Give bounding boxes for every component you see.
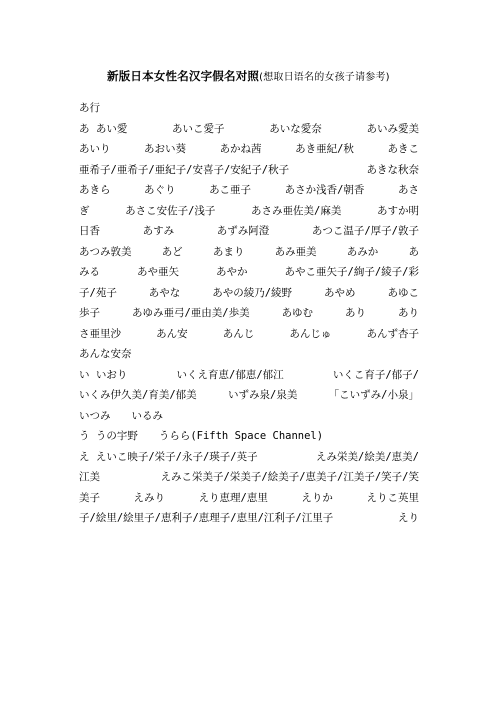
text-line [79, 180, 419, 201]
name-entry: あんじ [222, 327, 255, 340]
text-line [79, 385, 419, 406]
name-entry: いくみ伊久美/育美/郁美 [79, 389, 197, 401]
name-entry: あさ [397, 184, 419, 196]
name-entry: 日香 [79, 225, 100, 237]
name-entry: あきら [79, 184, 111, 196]
name-entry: さ亜里沙 [79, 327, 121, 340]
text-line [79, 406, 419, 427]
name-entry: みる [79, 266, 100, 278]
name-entry: あつみ敦美 [79, 245, 132, 258]
text-line [79, 160, 419, 181]
text-line [79, 139, 419, 160]
name-entry: えりか [301, 491, 333, 504]
title-main: 新版日本女性名汉字假名对照 [107, 69, 260, 83]
name-entry: いくこ育子/郁子/ [332, 368, 419, 381]
text-line [79, 344, 419, 365]
name-entry: あずみ阿澄 [216, 225, 270, 237]
text-line [79, 467, 419, 488]
name-entry: え えいこ映子/栄子/永子/瑛子/英子 [79, 450, 258, 463]
name-entry: えみり [133, 491, 166, 504]
text-line [79, 488, 419, 509]
text-line [79, 447, 419, 468]
title-subtitle: (想取日语名的女孩子请参考) [259, 72, 390, 83]
name-entry: あゆこ [387, 286, 419, 299]
name-entry: い いおり [79, 368, 128, 381]
name-entry: あや亜矢 [137, 266, 179, 278]
name-entry: あつこ温子/厚子/敦子 [311, 225, 419, 237]
text-line [79, 221, 419, 242]
name-entry: あさこ安佐子/浅子 [125, 204, 216, 217]
name-entry: あすみ [142, 225, 175, 237]
text-line [79, 98, 419, 119]
text-line [79, 242, 419, 263]
name-entry: あさみ亜佐美/麻美 [251, 204, 342, 217]
name-entry: あやな [148, 286, 181, 299]
text-line [79, 201, 419, 222]
name-entry: えり恵理/恵里 [198, 491, 268, 504]
text-line [79, 262, 419, 283]
name-entry: あまり [212, 245, 245, 258]
name-entry: あり [397, 307, 419, 319]
name-entry: あん安 [156, 327, 188, 340]
name-entry: あんな安奈 [79, 348, 132, 360]
name-entry: あ あい愛 [79, 122, 128, 135]
name-list-body [79, 98, 419, 529]
name-entry: いつみ いるみ [79, 409, 163, 422]
name-entry: 亜希子/亜希子/亜紀子/安喜子/安紀子/秋子 [79, 163, 290, 176]
name-entry: えりこ英里 [366, 491, 419, 504]
name-entry: あすか明 [376, 204, 419, 217]
name-entry: あど [161, 245, 183, 258]
name-entry: あいな愛奈 [269, 122, 322, 135]
name-entry: 子/絵里/絵里子/恵利子/恵理子/恵里/江利子/江里子 [79, 512, 334, 524]
name-entry: 子/苑子 [79, 286, 117, 299]
text-line [79, 365, 419, 386]
name-entry: あかね茜 [219, 143, 262, 155]
name-entry: 歩子 [79, 307, 100, 319]
name-entry: あこ亜子 [209, 184, 252, 196]
name-entry: いずみ泉/泉美 [228, 389, 298, 401]
name-entry: あいこ愛子 [172, 122, 225, 135]
name-entry: えみこ栄美子/栄美子/絵美子/恵美子/江美子/笑子/笑 [160, 471, 419, 483]
name-entry: ぎ [79, 204, 90, 217]
name-entry: あみか [346, 245, 379, 258]
name-entry: えみ栄美/絵美/恵美/ [316, 450, 419, 463]
name-entry: 「こいずみ/小泉」 [328, 389, 419, 401]
name-entry: あいみ愛美 [366, 122, 419, 135]
name-entry: あきこ [387, 143, 419, 155]
name-entry: う うの宇野 うらら(Fifth Space Channel) [79, 430, 324, 442]
name-entry: あき亜紀/秋 [295, 143, 354, 155]
name-entry: あゆむ [281, 307, 314, 319]
name-entry: えり [398, 512, 419, 524]
text-line [79, 283, 419, 304]
text-line [79, 324, 419, 345]
name-entry: あおい葵 [144, 143, 187, 155]
name-entry: あさか浅香/朝香 [284, 184, 365, 196]
name-entry: あいり [79, 143, 111, 155]
name-entry: あ行 [79, 102, 100, 114]
name-entry: あゆみ亜弓/亜由美/歩美 [131, 307, 250, 319]
name-entry: あり [345, 307, 367, 319]
text-line [79, 303, 419, 324]
name-entry: あやの綾乃/綾野 [212, 286, 293, 299]
name-entry: あぐり [144, 184, 176, 196]
name-entry: いくえ育恵/郁恵/郁江 [176, 368, 284, 381]
name-entry: あんず杏子 [366, 327, 419, 340]
name-entry: 江美 [79, 471, 100, 483]
name-entry: あみ亜美 [274, 245, 317, 258]
name-entry: あきな秋奈 [366, 163, 419, 176]
text-line [79, 508, 419, 529]
document-title [107, 68, 390, 84]
name-entry: あ [408, 245, 419, 258]
name-entry: あやか [216, 266, 248, 278]
name-entry: あやめ [324, 286, 356, 299]
text-line [79, 119, 419, 140]
name-entry: あやこ亜矢子/絢子/綾子/彩 [284, 266, 419, 278]
name-entry: 美子 [79, 491, 100, 504]
text-line [79, 426, 419, 447]
name-entry: あんじゅ [289, 327, 332, 340]
